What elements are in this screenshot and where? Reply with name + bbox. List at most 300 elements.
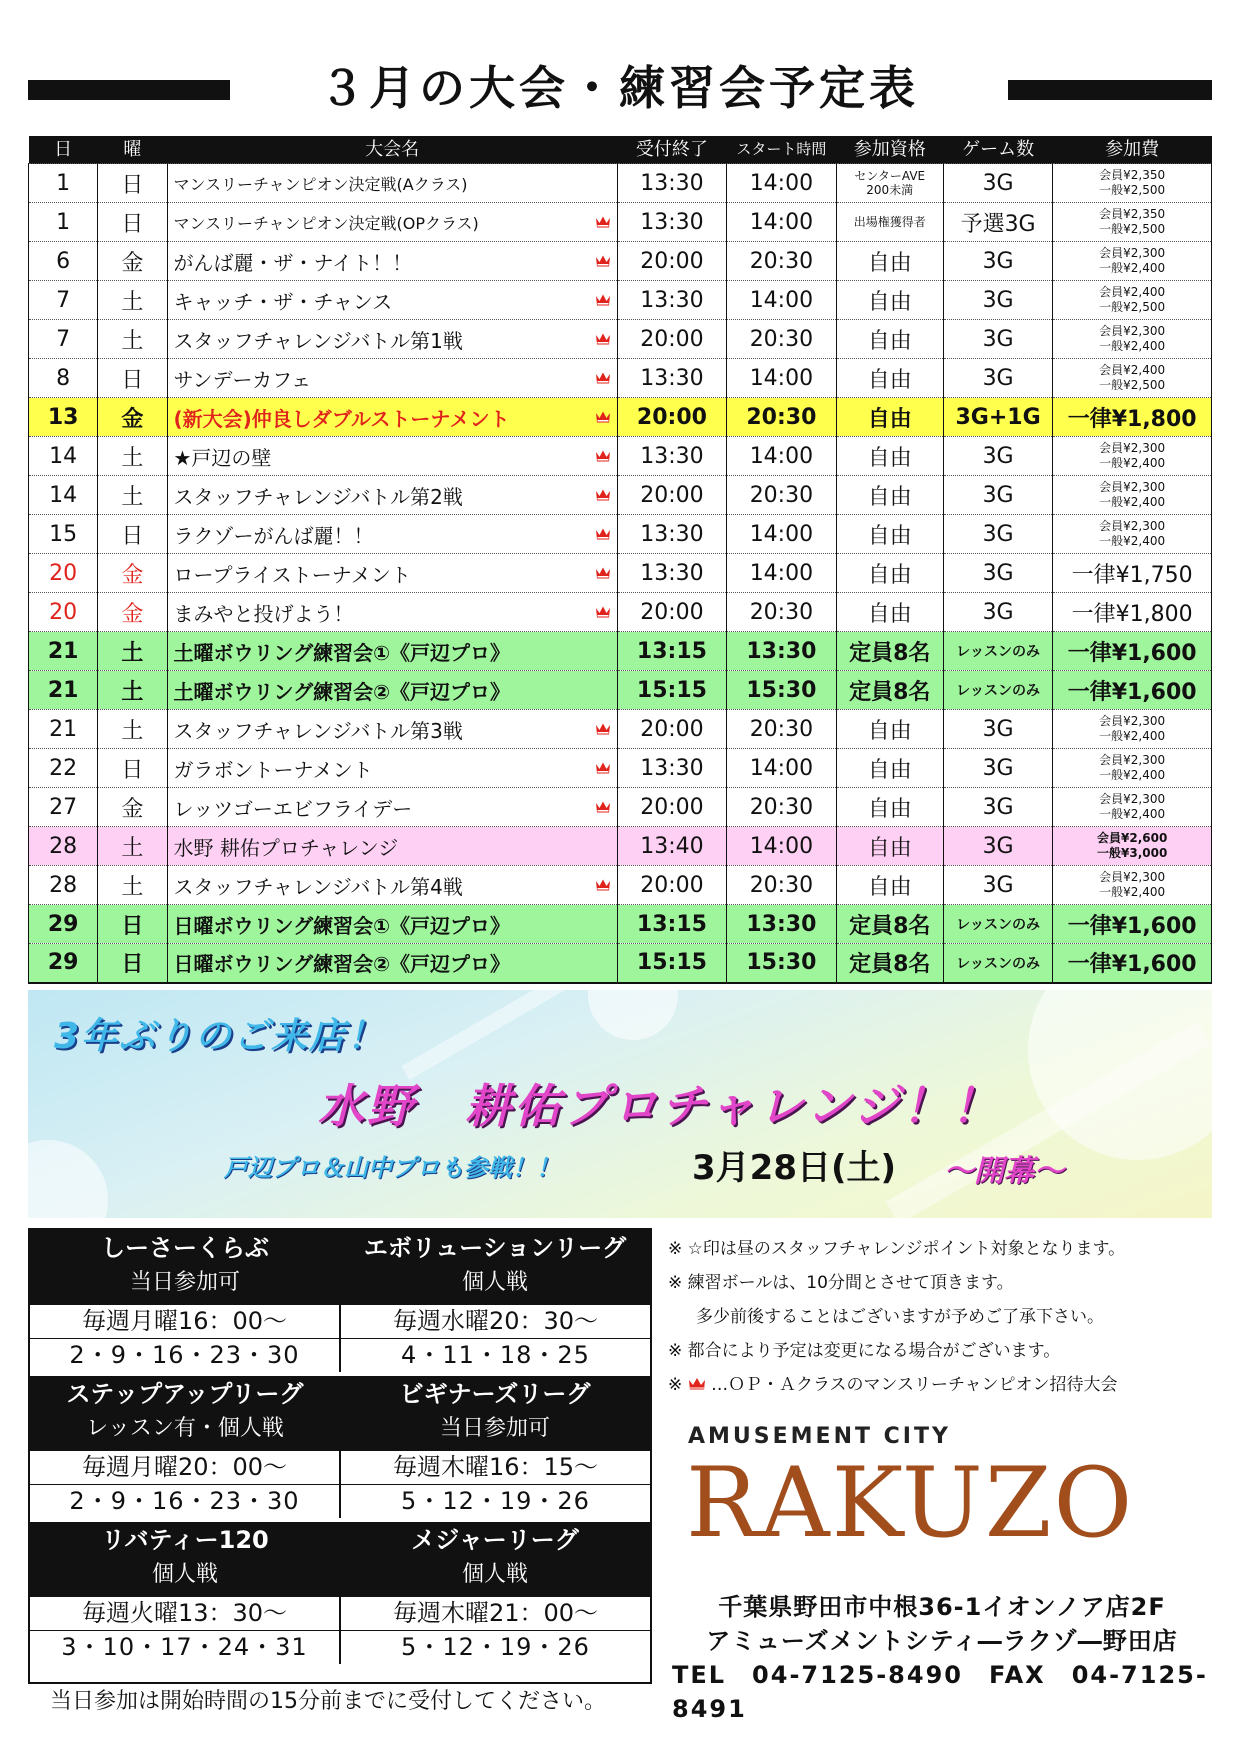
cell-weekday: 日 (98, 944, 167, 983)
league-grid (28, 1228, 652, 1684)
cell-reception-close: 13:15 (617, 632, 726, 671)
crown-icon (595, 879, 611, 891)
schedule-row (29, 515, 1212, 554)
schedule-row (29, 554, 1212, 593)
cell-fee: 会員¥2,600 一般¥3,000 (1053, 827, 1212, 866)
league-cell (30, 1522, 340, 1596)
banner-date: 3月28日(土) (692, 1148, 897, 1188)
header-start-time: スタート時間 (727, 136, 836, 164)
cell-day: 21 (29, 710, 98, 749)
cell-weekday: 日 (98, 749, 167, 788)
schedule-row (29, 866, 1212, 905)
cell-fee: 一律¥1,600 (1053, 632, 1212, 671)
crown-icon (595, 216, 611, 228)
schedule-header-row (29, 136, 1212, 164)
league-schedule: 毎週月曜20：00～ (30, 1451, 339, 1484)
event-name: 土曜ボウリング練習会①《戸辺プロ》 (173, 640, 511, 665)
cell-fee: 一律¥1,800 (1053, 398, 1212, 437)
page-title: ３月の大会・練習会予定表 (319, 61, 919, 115)
cell-games: 3G (943, 710, 1052, 749)
cell-event-name (167, 437, 617, 476)
schedule-row (29, 593, 1212, 632)
cell-fee: 一律¥1,750 (1053, 554, 1212, 593)
header-games: ゲーム数 (943, 136, 1052, 164)
title-bar (28, 62, 1212, 114)
cell-weekday: 土 (98, 866, 167, 905)
cell-reception-close: 13:30 (617, 203, 726, 242)
cell-fee: 会員¥2,300 一般¥2,400 (1053, 749, 1212, 788)
league-schedule: 毎週水曜20：30～ (339, 1305, 650, 1338)
crown-icon (595, 411, 611, 423)
cell-games: 3G (943, 476, 1052, 515)
cell-qualification: 自由 (836, 866, 943, 905)
cell-fee: 会員¥2,300 一般¥2,400 (1053, 515, 1212, 554)
cell-qualification: 自由 (836, 242, 943, 281)
league-type: 当日参加可 (129, 1270, 240, 1295)
cell-start-time: 20:30 (727, 320, 836, 359)
cell-day: 20 (29, 554, 98, 593)
cell-day: 29 (29, 905, 98, 944)
league-schedule-row (30, 1304, 650, 1338)
event-name: まみやと投げよう！ (173, 601, 354, 626)
league-schedule-row (30, 1450, 650, 1484)
cell-qualification: 出場権獲得者 (836, 203, 943, 242)
header-qualification: 参加資格 (836, 136, 943, 164)
event-name: レッツゴーエビフライデー (173, 796, 413, 821)
schedule-row (29, 827, 1212, 866)
cell-event-name (167, 398, 617, 437)
cell-qualification: 自由 (836, 515, 943, 554)
cell-day: 22 (29, 749, 98, 788)
schedule-row (29, 476, 1212, 515)
cell-fee: 会員¥2,300 一般¥2,400 (1053, 788, 1212, 827)
cell-weekday: 金 (98, 554, 167, 593)
cell-event-name (167, 203, 617, 242)
league-name: ビギナーズリーグ (399, 1380, 591, 1408)
cell-start-time: 20:30 (727, 242, 836, 281)
cell-event-name (167, 671, 617, 710)
league-block (30, 1522, 650, 1664)
notes (668, 1232, 1228, 1402)
cell-event-name (167, 827, 617, 866)
cell-reception-close: 20:00 (617, 476, 726, 515)
event-name: がんば麗・ザ・ナイト！！ (173, 250, 413, 275)
crown-icon (595, 372, 611, 384)
cell-qualification: 自由 (836, 827, 943, 866)
cell-qualification: 定員8名 (836, 632, 943, 671)
cell-fee: 会員¥2,400 一般¥2,500 (1053, 281, 1212, 320)
cell-weekday: 土 (98, 710, 167, 749)
note-crown-text: …ＯＰ・Ａクラスのマンスリーチャンピオン招待大会 (711, 1375, 1118, 1395)
league-head (30, 1522, 650, 1596)
event-name: ★戸辺の壁 (173, 445, 272, 470)
cell-weekday: 金 (98, 398, 167, 437)
cell-start-time: 14:00 (727, 749, 836, 788)
league-days: 2・9・16・23・30 (30, 1339, 339, 1372)
league-days: 5・12・19・26 (339, 1631, 650, 1664)
cell-fee: 一律¥1,600 (1053, 905, 1212, 944)
cell-weekday: 金 (98, 593, 167, 632)
crown-icon (595, 606, 611, 618)
cell-games: 3G (943, 515, 1052, 554)
cell-qualification: 自由 (836, 554, 943, 593)
league-schedule: 毎週火曜13：30～ (30, 1597, 339, 1630)
header-day: 日 (29, 136, 98, 164)
cell-start-time: 13:30 (727, 905, 836, 944)
cell-qualification: 定員8名 (836, 671, 943, 710)
cell-qualification: 自由 (836, 281, 943, 320)
league-cell (340, 1230, 650, 1304)
cell-event-name (167, 359, 617, 398)
cell-qualification: 自由 (836, 476, 943, 515)
cell-games: レッスンのみ (943, 632, 1052, 671)
league-note: 当日参加は開始時間の15分前までに受付してください。 (50, 1689, 606, 1714)
cell-games: 3G (943, 788, 1052, 827)
cell-start-time: 15:30 (727, 944, 836, 983)
cell-day: 6 (29, 242, 98, 281)
cell-fee: 一律¥1,600 (1053, 944, 1212, 983)
cell-start-time: 14:00 (727, 554, 836, 593)
cell-day: 29 (29, 944, 98, 983)
cell-start-time: 20:30 (727, 593, 836, 632)
header-fee: 参加費 (1053, 136, 1212, 164)
cell-games: レッスンのみ (943, 905, 1052, 944)
schedule-row (29, 671, 1212, 710)
cell-fee: 会員¥2,300 一般¥2,400 (1053, 320, 1212, 359)
crown-icon (595, 801, 611, 813)
cell-day: 28 (29, 827, 98, 866)
league-days: 5・12・19・26 (339, 1485, 650, 1518)
cell-weekday: 金 (98, 788, 167, 827)
league-days: 2・9・16・23・30 (30, 1485, 339, 1518)
cell-start-time: 14:00 (727, 203, 836, 242)
header-event-name: 大会名 (167, 136, 617, 164)
cell-qualification: 自由 (836, 710, 943, 749)
cell-qualification: 自由 (836, 749, 943, 788)
cell-event-name (167, 944, 617, 983)
cell-reception-close: 13:30 (617, 164, 726, 203)
schedule-row (29, 710, 1212, 749)
league-type: 個人戦 (151, 1562, 218, 1587)
event-name: ロープライストーナメント (173, 562, 411, 587)
cell-event-name (167, 515, 617, 554)
cell-reception-close: 20:00 (617, 710, 726, 749)
cell-fee: 会員¥2,400 一般¥2,500 (1053, 359, 1212, 398)
cell-games: 3G (943, 359, 1052, 398)
cell-games: 3G (943, 242, 1052, 281)
cell-weekday: 日 (98, 905, 167, 944)
cell-start-time: 14:00 (727, 164, 836, 203)
cell-games: 3G (943, 593, 1052, 632)
league-days-row (30, 1630, 650, 1664)
cell-day: 13 (29, 398, 98, 437)
note-crown-prefix: ※ (668, 1375, 688, 1395)
cell-day: 14 (29, 476, 98, 515)
cell-event-name (167, 905, 617, 944)
crown-icon (595, 489, 611, 501)
cell-start-time: 20:30 (727, 398, 836, 437)
cell-reception-close: 13:30 (617, 359, 726, 398)
cell-day: 1 (29, 164, 98, 203)
banner-event-title: 水野 耕佑プロチャレンジ！！ (318, 1079, 1001, 1133)
header-reception-close: 受付終了 (617, 136, 726, 164)
cell-reception-close: 20:00 (617, 320, 726, 359)
cell-reception-close: 15:15 (617, 671, 726, 710)
cell-event-name (167, 749, 617, 788)
cell-event-name (167, 242, 617, 281)
cell-weekday: 土 (98, 632, 167, 671)
crown-icon (595, 528, 611, 540)
event-name: サンデーカフェ (173, 367, 312, 392)
cell-weekday: 土 (98, 320, 167, 359)
league-cell (30, 1230, 340, 1304)
cell-games: 3G (943, 554, 1052, 593)
cell-day: 28 (29, 866, 98, 905)
cell-reception-close: 20:00 (617, 242, 726, 281)
cell-games: 3G (943, 749, 1052, 788)
cell-fee: 会員¥2,300 一般¥2,400 (1053, 866, 1212, 905)
title-bar-right-rule (1008, 80, 1212, 100)
store-address (672, 1590, 1212, 1726)
cell-fee: 会員¥2,300 一般¥2,400 (1053, 242, 1212, 281)
event-name: ラクゾーがんば麗！！ (173, 523, 374, 548)
cell-day: 7 (29, 281, 98, 320)
cell-reception-close: 13:15 (617, 905, 726, 944)
promo-banner (28, 990, 1212, 1218)
event-name: ガラボントーナメント (173, 757, 373, 782)
cell-event-name (167, 554, 617, 593)
event-name: マンスリーチャンピオン決定戦(Aクラス) (173, 174, 468, 194)
banner-decoration (28, 1140, 108, 1218)
crown-icon (595, 333, 611, 345)
note-practice-ball: ※ 練習ボールは、10分間とさせて頂きます。 (668, 1273, 1014, 1293)
crown-icon (595, 723, 611, 735)
note-practice-ball-detail: 多少前後することはございますが予めご了承下さい。 (696, 1307, 1104, 1327)
league-cell (340, 1376, 650, 1450)
cell-reception-close: 13:40 (617, 827, 726, 866)
league-name: リバティー120 (101, 1526, 269, 1554)
cell-day: 21 (29, 671, 98, 710)
crown-icon (595, 567, 611, 579)
cell-fee: 会員¥2,300 一般¥2,400 (1053, 437, 1212, 476)
cell-reception-close: 13:30 (617, 515, 726, 554)
league-name: メジャーリーグ (411, 1526, 579, 1554)
cell-weekday: 日 (98, 515, 167, 554)
event-name: キャッチ・ザ・チャンス (173, 289, 393, 314)
cell-event-name (167, 281, 617, 320)
event-name: 日曜ボウリング練習会②《戸辺プロ》 (173, 952, 511, 977)
event-name: スタッフチャレンジバトル第3戦 (173, 718, 463, 743)
banner-open: ～開幕～ (944, 1154, 1064, 1189)
event-name: スタッフチャレンジバトル第1戦 (173, 328, 463, 353)
crown-icon (595, 762, 611, 774)
cell-day: 21 (29, 632, 98, 671)
logo-subtitle: AMUSEMENT CITY (688, 1424, 951, 1449)
cell-start-time: 20:30 (727, 788, 836, 827)
schedule-row (29, 437, 1212, 476)
schedule-table (28, 136, 1212, 984)
title-bar-left-rule (28, 80, 230, 100)
logo-wordmark: RAKUZO (686, 1447, 1135, 1559)
schedule-body (29, 164, 1212, 983)
schedule-row (29, 320, 1212, 359)
event-name: 日曜ボウリング練習会①《戸辺プロ》 (173, 913, 511, 938)
league-head (30, 1376, 650, 1450)
cell-event-name (167, 164, 617, 203)
cell-start-time: 20:30 (727, 710, 836, 749)
league-type: レッスン有・個人戦 (86, 1416, 284, 1441)
league-name: ステップアップリーグ (66, 1380, 304, 1408)
banner-headline: 3年ぶりのご来店！ (54, 1016, 386, 1057)
cell-fee: 一律¥1,800 (1053, 593, 1212, 632)
note-schedule-change: ※ 都合により予定は変更になる場合がございます。 (668, 1341, 1061, 1361)
schedule-row (29, 281, 1212, 320)
cell-weekday: 土 (98, 437, 167, 476)
cell-event-name (167, 632, 617, 671)
league-schedule-row (30, 1596, 650, 1630)
cell-reception-close: 13:30 (617, 554, 726, 593)
schedule-row (29, 632, 1212, 671)
event-name: スタッフチャレンジバトル第4戦 (173, 874, 463, 899)
cell-qualification: 自由 (836, 437, 943, 476)
cell-qualification: 自由 (836, 788, 943, 827)
league-block (30, 1376, 650, 1518)
cell-games: 3G (943, 827, 1052, 866)
cell-games: 3G (943, 281, 1052, 320)
league-days: 3・10・17・24・31 (30, 1631, 339, 1664)
league-cell (340, 1522, 650, 1596)
league-cell (30, 1376, 340, 1450)
cell-reception-close: 20:00 (617, 866, 726, 905)
crown-icon (595, 294, 611, 306)
cell-games: 3G (943, 437, 1052, 476)
cell-day: 1 (29, 203, 98, 242)
league-days-row (30, 1338, 650, 1372)
cell-weekday: 土 (98, 281, 167, 320)
crown-icon (595, 450, 611, 462)
cell-reception-close: 13:30 (617, 437, 726, 476)
cell-event-name (167, 593, 617, 632)
cell-qualification: 自由 (836, 593, 943, 632)
schedule-row (29, 749, 1212, 788)
cell-weekday: 日 (98, 359, 167, 398)
header-weekday: 曜 (98, 136, 167, 164)
league-days: 4・11・18・25 (339, 1339, 650, 1372)
cell-day: 15 (29, 515, 98, 554)
cell-fee: 会員¥2,350 一般¥2,500 (1053, 203, 1212, 242)
cell-start-time: 14:00 (727, 515, 836, 554)
schedule-row (29, 164, 1212, 203)
cell-weekday: 日 (98, 164, 167, 203)
cell-fee: 会員¥2,300 一般¥2,400 (1053, 476, 1212, 515)
cell-reception-close: 20:00 (617, 398, 726, 437)
cell-start-time: 15:30 (727, 671, 836, 710)
note-star-points: ※ ☆印は昼のスタッフチャレンジポイント対象となります。 (668, 1239, 1126, 1259)
league-head (30, 1230, 650, 1304)
schedule-row (29, 242, 1212, 281)
cell-qualification: 自由 (836, 320, 943, 359)
league-days-row (30, 1484, 650, 1518)
cell-event-name (167, 788, 617, 827)
note-crown-legend (668, 1368, 1228, 1402)
cell-start-time: 20:30 (727, 476, 836, 515)
cell-weekday: 土 (98, 671, 167, 710)
cell-weekday: 土 (98, 476, 167, 515)
cell-fee: 会員¥2,300 一般¥2,400 (1053, 710, 1212, 749)
league-type: 個人戦 (461, 1270, 528, 1295)
event-name: スタッフチャレンジバトル第2戦 (173, 484, 463, 509)
cell-day: 27 (29, 788, 98, 827)
cell-games: 3G+1G (943, 398, 1052, 437)
cell-games: 3G (943, 320, 1052, 359)
schedule-row (29, 203, 1212, 242)
cell-start-time: 14:00 (727, 281, 836, 320)
cell-start-time: 13:30 (727, 632, 836, 671)
league-name: しーさーくらぶ (101, 1234, 269, 1262)
cell-games: 3G (943, 164, 1052, 203)
cell-reception-close: 13:30 (617, 281, 726, 320)
cell-reception-close: 13:30 (617, 749, 726, 788)
cell-games: レッスンのみ (943, 944, 1052, 983)
league-schedule: 毎週月曜16：00～ (30, 1305, 339, 1338)
cell-qualification: 定員8名 (836, 944, 943, 983)
cell-event-name (167, 866, 617, 905)
schedule-row (29, 398, 1212, 437)
event-name: 水野 耕佑プロチャレンジ (173, 835, 399, 860)
league-type: 当日参加可 (439, 1416, 550, 1441)
event-name: 土曜ボウリング練習会②《戸辺プロ》 (173, 679, 511, 704)
cell-games: 予選3G (943, 203, 1052, 242)
cell-start-time: 14:00 (727, 359, 836, 398)
event-name: マンスリーチャンピオン決定戦(OPクラス) (173, 213, 479, 233)
cell-qualification: 定員8名 (836, 905, 943, 944)
event-name: (新大会)仲良しダブルストーナメント (173, 406, 510, 431)
phone-fax: TEL 04-7125-8490 FAX 04-7125-8491 (672, 1661, 1208, 1723)
cell-day: 7 (29, 320, 98, 359)
schedule-row (29, 905, 1212, 944)
cell-day: 14 (29, 437, 98, 476)
schedule-row (29, 788, 1212, 827)
league-type: 個人戦 (461, 1562, 528, 1587)
cell-weekday: 土 (98, 827, 167, 866)
cell-fee: 会員¥2,350 一般¥2,500 (1053, 164, 1212, 203)
cell-weekday: 金 (98, 242, 167, 281)
cell-event-name (167, 476, 617, 515)
cell-start-time: 14:00 (727, 827, 836, 866)
banner-decoration (588, 990, 678, 1040)
league-schedule: 毎週木曜21：00～ (339, 1597, 650, 1630)
cell-reception-close: 15:15 (617, 944, 726, 983)
cell-event-name (167, 710, 617, 749)
cell-games: レッスンのみ (943, 671, 1052, 710)
league-name: エボリューションリーグ (363, 1234, 627, 1262)
cell-day: 20 (29, 593, 98, 632)
store-name: アミューズメントシティ―ラクゾ―野田店 (706, 1627, 1178, 1655)
crown-icon (688, 1377, 706, 1391)
cell-reception-close: 20:00 (617, 788, 726, 827)
cell-games: 3G (943, 866, 1052, 905)
cell-start-time: 20:30 (727, 866, 836, 905)
schedule-row (29, 944, 1212, 983)
cell-day: 8 (29, 359, 98, 398)
cell-qualification: 自由 (836, 398, 943, 437)
league-block (30, 1230, 650, 1372)
rakuzo-logo (686, 1424, 1206, 1576)
cell-event-name (167, 320, 617, 359)
cell-weekday: 日 (98, 203, 167, 242)
crown-icon (595, 255, 611, 267)
banner-guests: 戸辺プロ＆山中プロも参戦！！ (224, 1154, 560, 1182)
